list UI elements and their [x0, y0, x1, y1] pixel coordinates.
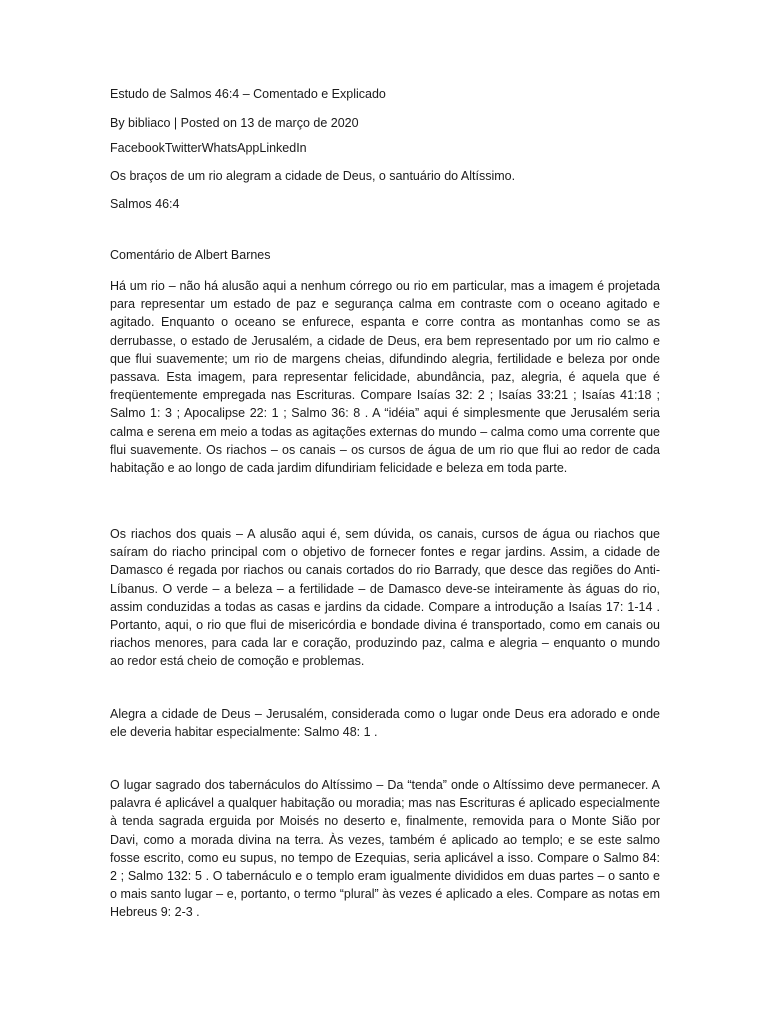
share-links[interactable]: FacebookTwitterWhatsAppLinkedIn — [110, 141, 307, 155]
commentary-paragraph-3: Alegra a cidade de Deus – Jerusalém, considerada como o lugar onde Deus era adorado e onde ele deveria habitar especialmente: Salmo 48: 1 . — [110, 707, 660, 740]
byline: By bibliaco | Posted on 13 de março de 2020 — [110, 116, 359, 130]
document-title: Estudo de Salmos 46:4 – Comentado e Explicado — [110, 87, 386, 101]
commentary-paragraph-4: O lugar sagrado dos tabernáculos do Altíssimo – Da “tenda” onde o Altíssimo deve permanecer. A palavra é aplicável a qualquer habitação ou moradia; mas nas Escrituras é aplicado especialmente à tenda sagrada erguida por Moisés no deserto e, finalmente, removida para o Monte Sião por Davi, como a morada divina na terra. Às vezes, também é aplicado ao templo; e se este salmo fosse escrito, como eu supus, no tempo de Ezequias, seria aplicável a isso. Compare o Salmo 84: 2 ; Salmo 132: 5 . O tabernáculo e o templo eram igualmente divididos em duas partes – o santo e o mais santo lugar – e, portanto, o termo “plural” às vezes é aplicado a eles. Compare as notas em Hebreus 9: 2-3 . — [110, 778, 660, 920]
commentary-heading: Comentário de Albert Barnes — [110, 248, 271, 262]
verse-reference: Salmos 46:4 — [110, 197, 180, 211]
commentary-paragraph-1: Há um rio – não há alusão aqui a nenhum córrego ou rio em particular, mas a imagem é projetada para representar um estado de paz e segurança calma em contraste com o oceano agitado e agitado. Enquanto o oceano se enfurece, espanta e corre contra as montanhas como se as derrubasse, o estado de Jerusalém, a cidade de Deus, era bem representado por um rio calmo e que flui suavemente; um rio de margens cheias, difundindo alegria, fertilidade e beleza por onde passava. Esta imagem, para representar felicidade, abundância, paz, alegria, é aquela que é freqüentemente empregada nas Escrituras. Compare Isaías 32: 2 ; Isaías 33:21 ; Isaías 41:18 ; Salmo 1: 3 ; Apocalipse 22: 1 ; Salmo 36: 8 . A “idéia” aqui é simplesmente que Jerusalém seria calma e serena em meio a todas as agitações externas do mundo – calma como uma corrente que flui suavemente. Os riachos – os canais – os cursos de água de um rio que flui ao redor de cada habitação e ao longo de cada jardim difundiriam felicidade e beleza em toda parte. — [110, 279, 660, 476]
verse-text: Os braços de um rio alegram a cidade de Deus, o santuário do Altíssimo. — [110, 169, 516, 183]
commentary-paragraph-2: Os riachos dos quais – A alusão aqui é, sem dúvida, os canais, cursos de água ou riachos que saíram do riacho principal com o objetivo de fornecer fontes e regar jardins. Assim, a cidade de Damasco é regada por riachos ou canais cortados do rio Barrady, que desce das regiões do Anti-Líbanus. O verde – a beleza – a fertilidade – de Damasco deve-se inteiramente às águas do rio, assim conduzidas a todas as casas e jardins da cidade. Compare a introdução a Isaías 17: 1-14 . Portanto, aqui, o rio que flui de misericórdia e bondade divina é transportado, como em canais ou riachos menores, para cada lar e coração, produzindo paz, calma e alegria – enquanto o mundo ao redor está cheio de comoção e problemas. — [110, 527, 660, 669]
